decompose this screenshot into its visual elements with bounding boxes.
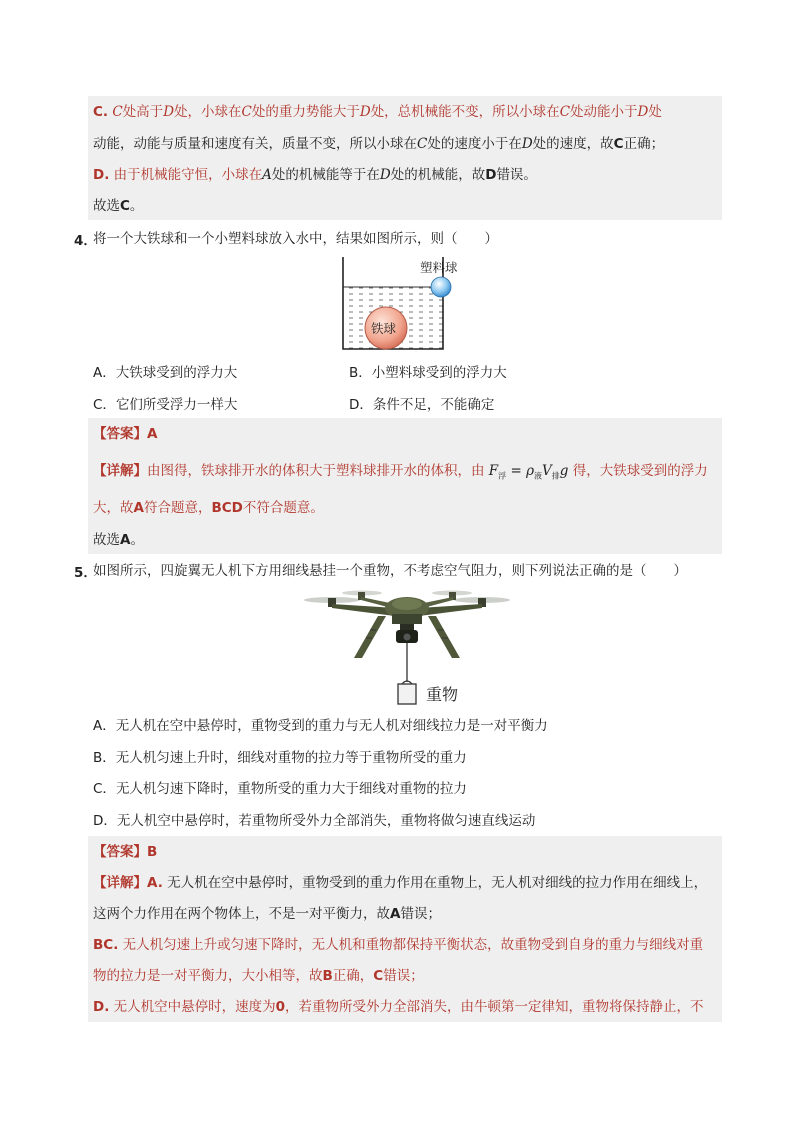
q4-option-c: C．它们所受浮力一样大 — [93, 397, 238, 413]
q4-option-b: B．小塑料球受到的浮力大 — [349, 365, 507, 381]
weight — [398, 684, 416, 704]
q5-option-a: A．无人机在空中悬停时，重物受到的重力与无人机对细线拉力是一对平衡力 — [93, 718, 548, 734]
q5-detail-d-line1: D. 无人机空中悬停时，速度为0，若重物所受外力全部消失，由牛顿第一定律知，重物将保持静止，不 — [93, 999, 704, 1015]
q5-detail-a-line2: 这两个力作用在两个物体上，不是一对平衡力，故A错误； — [93, 906, 441, 922]
q5-detail-bc-line1: BC. 无人机匀速上升或匀速下降时，无人机和重物都保持平衡状态，故重物受到自身的重力与细线对重 — [93, 937, 704, 953]
question-number-5: 5． — [74, 565, 97, 581]
q4-option-d: D．条件不足，不能确定 — [349, 397, 495, 413]
iron-ball-label: 铁球 — [371, 321, 397, 336]
q5-option-d: D．无人机空中悬停时，若重物所受外力全部消失，重物将做匀速直线运动 — [93, 813, 536, 829]
detail-c-line2: 动能，动能与质量和速度有关，质量不变，所以小球在C处的速度小于在D处的速度，故C正确； — [93, 136, 665, 152]
q5-detail-bc-line2: 物的拉力是一对平衡力，大小相等，故B正确，C错误； — [93, 968, 424, 984]
q4-answer: 【答案】A — [93, 426, 158, 442]
question-stem-5: 如图所示，四旋翼无人机下方用细线悬挂一个重物，不考虑空气阻力，则下列说法正确的是（ ） — [93, 563, 687, 579]
q5-option-c: C．无人机匀速下降时，重物所受的重力大于细线对重物的拉力 — [93, 781, 467, 797]
buoyancy-figure — [338, 255, 458, 355]
plastic-ball-label: 塑料球 — [420, 260, 458, 275]
choice-line-prev: 故选C。 — [93, 198, 144, 214]
question-number-4: 4． — [74, 233, 97, 249]
q4-option-a: A．大铁球受到的浮力大 — [93, 365, 238, 381]
answer-box-q5 — [88, 836, 722, 1022]
question-stem-4: 将一个大铁球和一个小塑料球放入水中，结果如图所示，则（ ） — [93, 231, 498, 247]
q4-detail-line1: 【详解】由图得，铁球排开水的体积大于塑料球排开水的体积，由 $F_浮 = \rho_液V_排g$ 得，大铁球受到的浮力 — [93, 463, 708, 481]
detail-d-line: D. 由于机械能守恒，小球在A处的机械能等于在D处的机械能，故D错误。 — [93, 167, 537, 183]
detail-c-line1: C. C处高于D处，小球在C处的重力势能大于D处，总机械能不变，所以小球在C处动能小于D处 — [93, 104, 662, 120]
plastic-ball — [431, 277, 451, 297]
q4-detail-line2: 大，故A符合题意，BCD不符合题意。 — [93, 500, 324, 516]
q5-answer: 【答案】B — [93, 844, 158, 860]
q5-option-b: B．无人机匀速上升时，细线对重物的拉力等于重物所受的重力 — [93, 750, 467, 766]
q4-choice: 故选A。 — [93, 532, 144, 548]
q5-detail-a-line1: 【详解】A. 无人机在空中悬停时，重物受到的重力作用在重物上，无人机对细线的拉力作用在细线上， — [93, 875, 708, 891]
weight-label: 重物 — [426, 685, 459, 704]
buoyancy-formula: $F_浮 = \rho_液V_排g$ — [488, 463, 569, 481]
drone-figure — [300, 586, 515, 710]
